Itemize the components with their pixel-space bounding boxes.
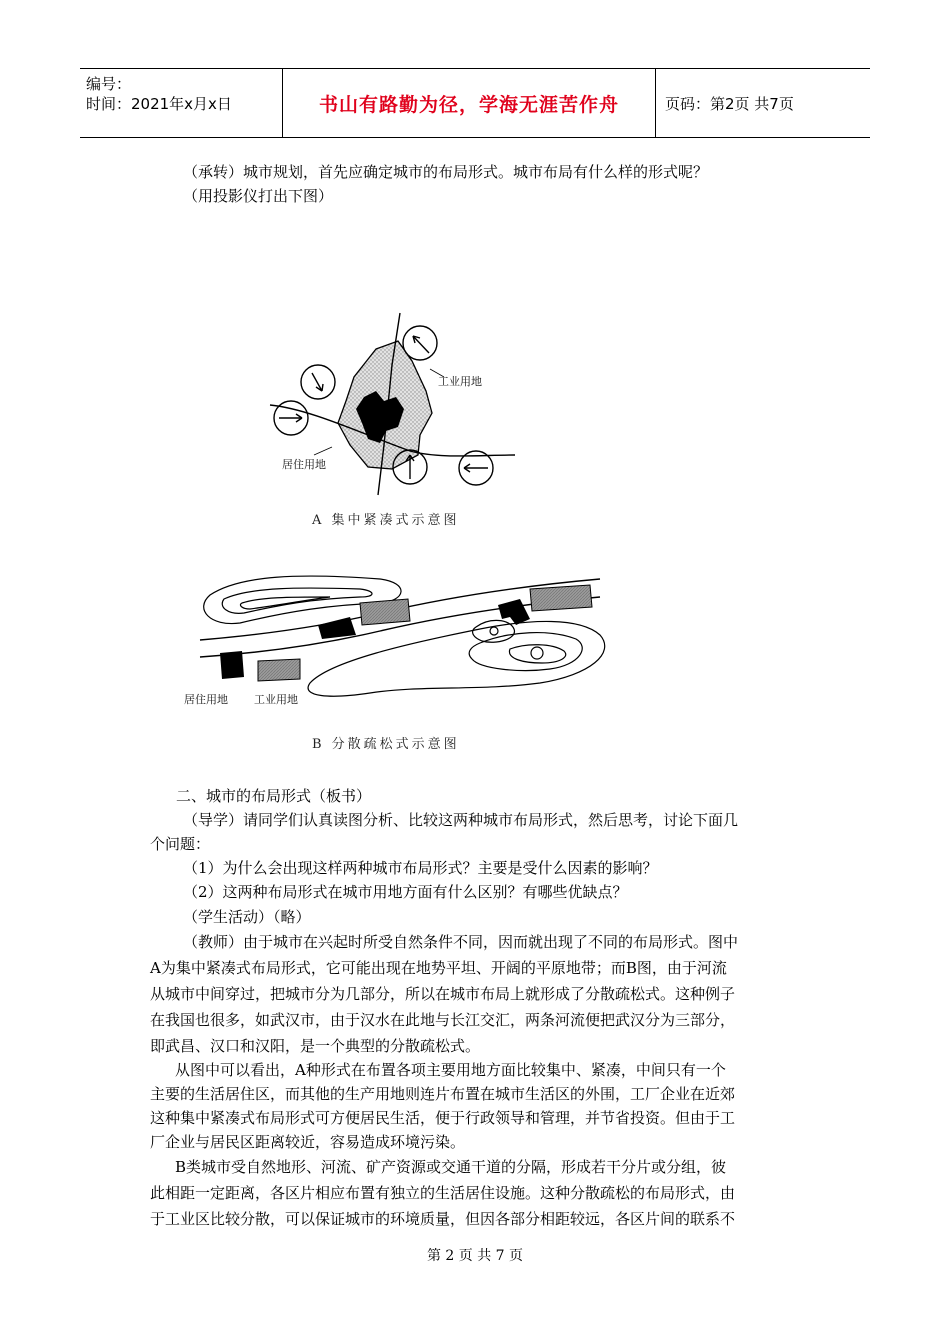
number-label: 编号： xyxy=(86,75,132,93)
a-analysis-line-3: 这种集中紧凑式布局形式可方便居民生活，便于行政领导和管理，并节省投资。但由于工 xyxy=(150,1109,736,1127)
industrial-block-2 xyxy=(530,585,592,611)
motto: 书山有路勤为径，学海无涯苦作舟 xyxy=(318,93,619,116)
figure-b-caption: B 分散疏松式示意图 xyxy=(312,737,460,752)
wind-arrow-4 xyxy=(393,450,427,484)
label-residential-a: 居住用地 xyxy=(282,458,326,471)
a-analysis-line-2: 主要的生活居住区，而其他的生产用地则连片布置在城市生活区的外围，工厂企业在近郊 xyxy=(150,1085,736,1103)
residential-block-1 xyxy=(318,617,356,639)
student-activity: （学生活动）（略） xyxy=(183,908,311,926)
page-info: 页码：第2页 共7页 xyxy=(665,94,794,113)
header-page-cell xyxy=(655,69,870,137)
guide-line-a: （导学）请同学们认真读图分析、比较这两种城市布局形式，然后思考，讨论下面几 xyxy=(183,811,739,829)
industrial-block-3 xyxy=(258,659,300,681)
guide-line-b: 个问题： xyxy=(150,835,211,853)
a-analysis-line-1: 从图中可以看出，A种形式在布置各项主要用地方面比较集中、紧凑，中间只有一个 xyxy=(175,1061,726,1079)
wind-arrow-2 xyxy=(274,401,308,435)
teacher-line-1: （教师）由于城市在兴起时所受自然条件不同，因而就出现了不同的布局形式。图中 xyxy=(183,933,739,951)
label-industry-a: 工业用地 xyxy=(438,375,482,388)
page-footer: 第 2 页 共 7 页 xyxy=(426,1248,524,1264)
figure-a-caption: A 集中紧凑式示意图 xyxy=(312,513,460,528)
wind-arrow-1 xyxy=(301,365,335,399)
header-motto-cell xyxy=(282,69,656,137)
intro-line-1: （承转）城市规划，首先应确定城市的布局形式。城市布局有什么样的形式呢？ xyxy=(183,163,709,181)
time-label: 时间：2021年x月x日 xyxy=(86,95,232,113)
teacher-line-5: 即武昌、汉口和汉阳，是一个典型的分散疏松式。 xyxy=(150,1037,481,1055)
section-heading: 二、城市的布局形式（板书） xyxy=(176,787,372,805)
figure-b-dispersed xyxy=(180,565,620,715)
figure-a-compact xyxy=(260,305,530,500)
teacher-line-3: 从城市中间穿过，把城市分为几部分，所以在城市布局上就形成了分散疏松式。这种例子 xyxy=(150,985,736,1003)
industrial-block-1 xyxy=(360,599,410,625)
label-industry-b: 工业用地 xyxy=(254,693,298,706)
page-header xyxy=(80,68,870,138)
teacher-line-4: 在我国也很多，如武汉市，由于汉水在此地与长江交汇，两条河流便把武汉分为三部分， xyxy=(150,1011,736,1029)
b-analysis-line-2: 此相距一定距离，各区片相应布置有独立的生活居住设施。这种分散疏松的布局形式，由 xyxy=(150,1184,736,1202)
question-1: （1）为什么会出现这样两种城市布局形式？主要是受什么因素的影响？ xyxy=(183,859,658,877)
b-analysis-line-1: B类城市受自然地形、河流、矿产资源或交通干道的分隔，形成若干分片或分组，彼 xyxy=(175,1158,727,1176)
wind-arrow-3 xyxy=(403,326,437,360)
b-analysis-line-3: 于工业区比较分散，可以保证城市的环境质量，但因各部分相距较远，各区片间的联系不 xyxy=(150,1210,736,1228)
label-residential-b: 居住用地 xyxy=(184,693,228,706)
residential-block-3 xyxy=(220,651,244,679)
a-analysis-line-4: 厂企业与居民区距离较近，容易造成环境污染。 xyxy=(150,1133,466,1151)
teacher-line-2: A为集中紧凑式布局形式，它可能出现在地势平坦、开阔的平原地带；而B图，由于河流 xyxy=(150,959,727,977)
header-meta xyxy=(80,69,282,137)
intro-line-2: （用投影仪打出下图） xyxy=(183,187,334,205)
question-2: （2）这两种布局形式在城市用地方面有什么区别？有哪些优缺点？ xyxy=(183,883,628,901)
